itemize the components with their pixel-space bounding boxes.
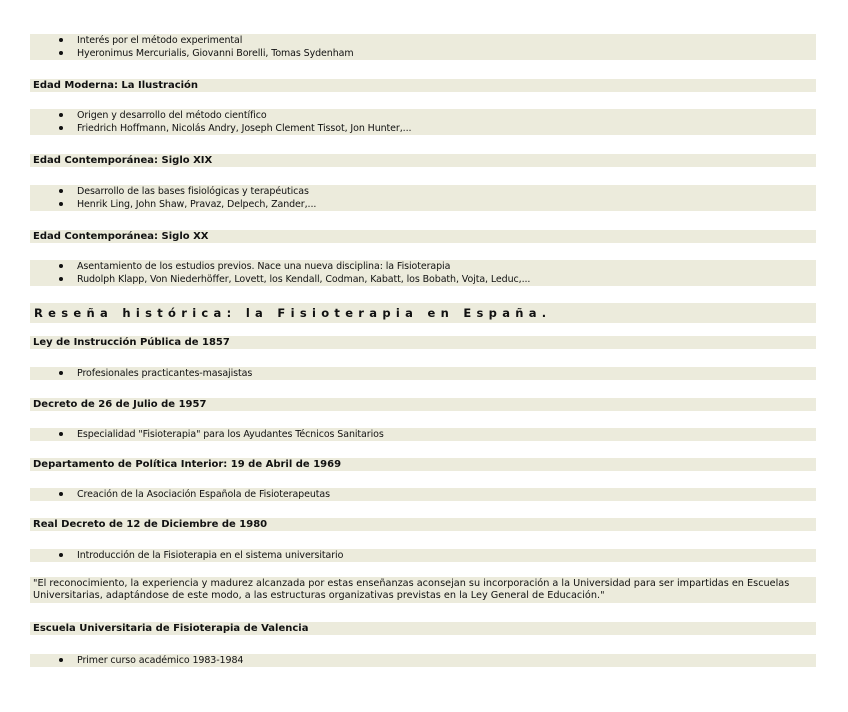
bullet-list (30, 185, 816, 211)
list-item: Hyeronimus Mercurialis, Giovanni Borelli, Tomas Sydenham (30, 47, 816, 60)
list-item: Friedrich Hoffmann, Nicolás Andry, Joseph Clement Tissot, Jon Hunter,... (30, 122, 816, 135)
spain-section-title: Reseña histórica: la Fisioterapia en España. (30, 303, 816, 323)
bullet-list (30, 549, 816, 562)
list-item: Asentamiento de los estudios previos. Nace una nueva disciplina: la Fisioterapia (30, 260, 816, 273)
bullet-list (30, 488, 816, 501)
quote-paragraph: "El reconocimiento, la experiencia y madurez alcanzada por estas enseñanzas aconsejan su incorporación a la Universidad para ser impartidas en Escuelas Universitarias, adaptándose de este modo, a las estructuras organizativas previstas en la Ley General de Educación." (30, 577, 816, 603)
bullet-list (30, 428, 816, 441)
list-item: Primer curso académico 1983-1984 (30, 654, 816, 667)
section-heading: Decreto de 26 de Julio de 1957 (30, 398, 816, 411)
section-heading: Edad Contemporánea: Siglo XIX (30, 154, 816, 167)
list-item: Interés por el método experimental (30, 34, 816, 47)
section-heading: Ley de Instrucción Pública de 1857 (30, 336, 816, 349)
bullet-list (30, 367, 816, 380)
section-heading: Edad Moderna: La Ilustración (30, 79, 816, 92)
list-item: Henrik Ling, John Shaw, Pravaz, Delpech, Zander,... (30, 198, 816, 211)
list-item: Introducción de la Fisioterapia en el sistema universitario (30, 549, 816, 562)
bullet-list (30, 260, 816, 286)
list-item: Origen y desarrollo del método científico (30, 109, 816, 122)
list-item: Desarrollo de las bases fisiológicas y terapéuticas (30, 185, 816, 198)
section-heading: Real Decreto de 12 de Diciembre de 1980 (30, 518, 816, 531)
list-item: Creación de la Asociación Española de Fisioterapeutas (30, 488, 816, 501)
section-heading: Escuela Universitaria de Fisioterapia de Valencia (30, 622, 816, 635)
section-heading: Edad Contemporánea: Siglo XX (30, 230, 816, 243)
section-heading: Departamento de Política Interior: 19 de Abril de 1969 (30, 458, 816, 471)
bullet-list (30, 654, 816, 667)
list-item: Rudolph Klapp, Von Niederhöffer, Lovett, los Kendall, Codman, Kabatt, los Bobath, Vojta, Leduc,... (30, 273, 816, 286)
list-item: Profesionales practicantes-masajistas (30, 367, 816, 380)
bullet-list (30, 109, 816, 135)
bullet-list (30, 34, 816, 60)
list-item: Especialidad "Fisioterapia" para los Ayudantes Técnicos Sanitarios (30, 428, 816, 441)
